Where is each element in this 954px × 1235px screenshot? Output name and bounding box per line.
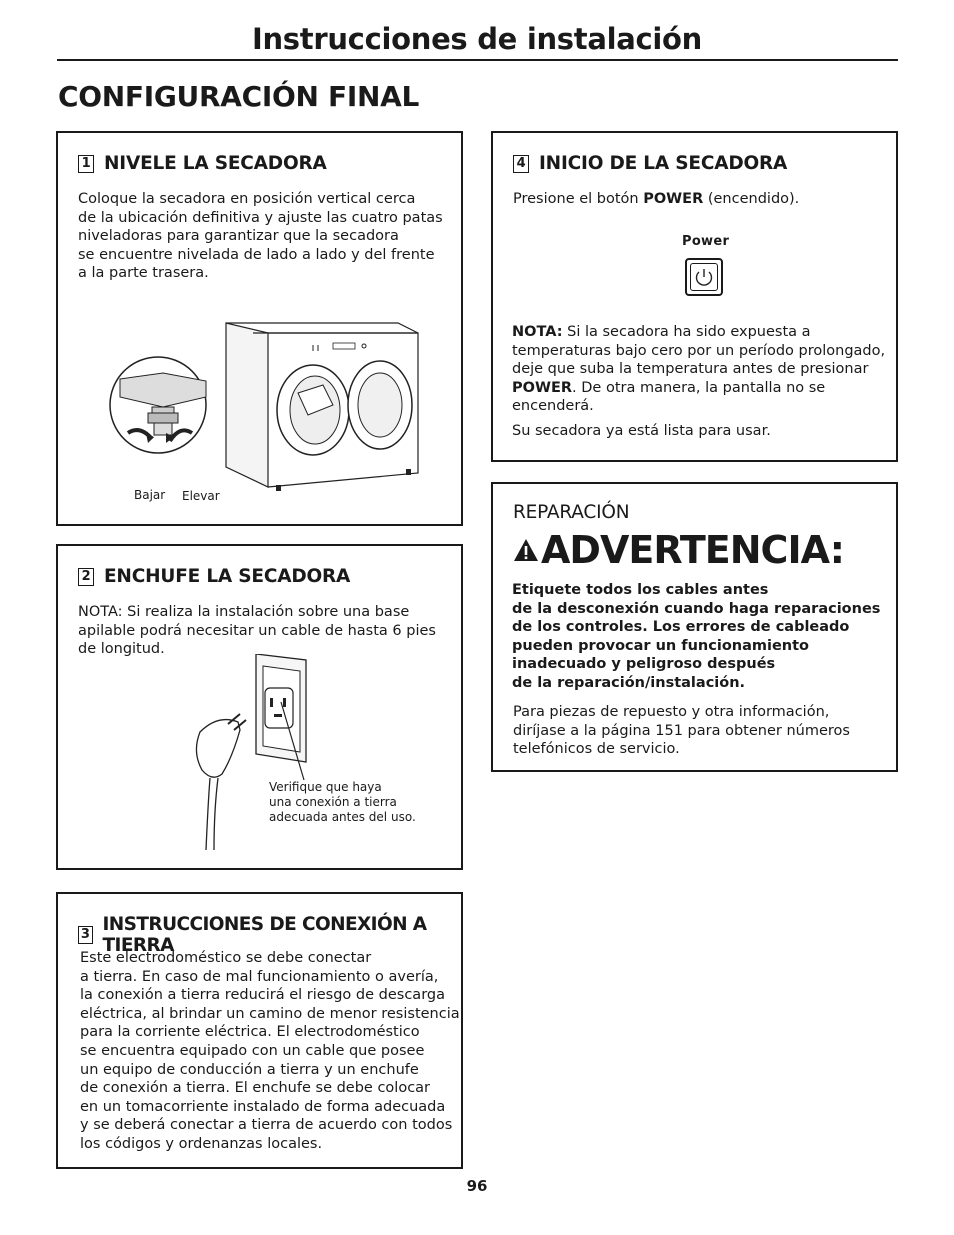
step-3-title: INSTRUCCIONES DE CONEXIÓN A TIERRA [102,914,427,956]
step-4-number: 4 [513,155,529,173]
step-4-press-text: Presione el botón POWER (encendido). [513,191,800,207]
document-header-title: Instrucciones de instalación [251,22,703,56]
step-4-title: INICIO DE LA SECADORA [539,153,788,174]
repair-panel [491,482,898,772]
step-3-number: 3 [78,926,93,944]
step-2-heading [78,566,350,587]
step-3-panel [56,892,463,1169]
step-1-heading [78,153,327,174]
step-2-panel [56,544,463,870]
warning-heading: ADVERTENCIA: [513,528,844,572]
warning-text: Etiquete todos los cables antes de la desconexión cuando haga reparaciones de los controles. Los errores de cableado pueden provocar un funcionamiento inadecuado y peligroso después de la reparación/instalación. [512,582,881,691]
dryer-leveling-illustration [108,315,448,500]
step-1-number: 1 [78,155,94,173]
step-4-note: NOTA: Si la secadora ha sido expuesta a temperaturas bajo cero por un período prolongado, deje que suba la temperatura antes de presionar POWER. De otra manera, la pantalla no se encenderá. [512,324,886,415]
power-label: Power [682,234,730,249]
step-3-text: Este electrodoméstico se debe conectar a tierra. En caso de mal funcionamiento o avería, la conexión a tierra reducirá el riesgo de descarga eléctrica, al brindar un camino de menor resistencia para la corriente eléctrica. El electrodoméstico se encuentra equipado con un cable que posee un equipo de conducción a tierra y un enchufe de conexión a tierra. El enchufe se debe colocar en un tomacorriente instalado de forma adecuada y se deberá conectar a tierra de acuerdo con todos los códigos y ordenanzas locales. [80,950,460,1152]
power-icon [691,264,717,290]
lower-label: Bajar [134,488,166,502]
step-4-panel [491,131,898,462]
power-button [685,258,723,296]
page-heading: CONFIGURACIÓN FINAL [58,80,420,113]
raise-label: Elevar [182,489,220,503]
header-divider [57,59,898,61]
step-4-heading [513,153,787,174]
repair-info-text: Para piezas de repuesto y otra información, diríjase a la página 151 para obtener números telefónicos de servicio. [513,704,850,758]
page-number: 96 [466,1177,488,1195]
step-1-title: NIVELE LA SECADORA [104,153,327,174]
step-2-title: ENCHUFE LA SECADORA [104,566,351,587]
step-1-text: Coloque la secadora en posición vertical cerca de la ubicación definitiva y ajuste las cuatro patas niveladoras para garantizar que la secadora se encuentre nivelada de lado a lado y del frente a la parte trasera. [78,191,443,282]
step-2-text: NOTA: Si realiza la instalación sobre una base apilable podrá necesitar un cable de hasta 6 pies de longitud. [78,604,436,658]
grounding-callout: Verifique que haya una conexión a tierra adecuada antes del uso. [269,780,416,824]
step-4-ready: Su secadora ya está lista para usar. [512,423,771,439]
step-1-panel [56,131,463,526]
warning-icon [513,538,539,562]
step-2-number: 2 [78,568,94,586]
repair-title: REPARACIÓN [513,502,630,523]
